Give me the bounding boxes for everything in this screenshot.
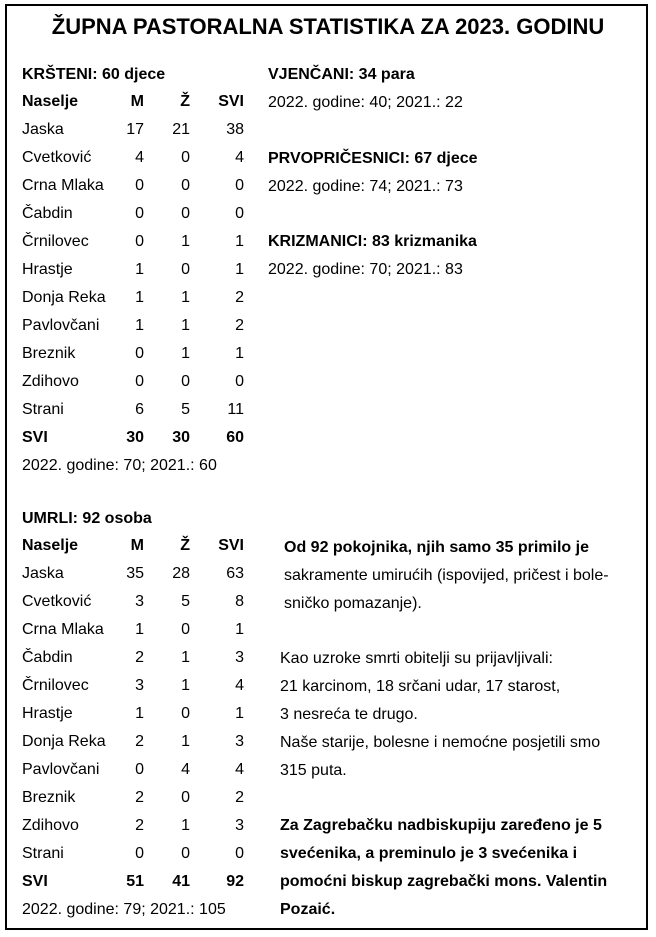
settlement-cell: Crna Mlaka [22, 621, 104, 638]
baptized-previous: 2022. godine: 70; 2021.: 60 [22, 457, 217, 474]
female-cell: 0 [181, 373, 190, 390]
male-cell: 0 [135, 177, 144, 194]
settlement-cell: Pavlovčani [22, 761, 100, 778]
table-header-row [22, 88, 244, 116]
note-clergy-line: Za Zagrebačku nadbiskupiju zaređeno je 5 [280, 817, 602, 834]
table-row [22, 200, 244, 228]
total-cell: 1 [235, 621, 244, 638]
total-cell: 1 [235, 233, 244, 250]
male-cell: 30 [126, 429, 144, 446]
settlement-cell: Zdihovo [22, 817, 79, 834]
total-cell: 60 [226, 429, 244, 446]
table-row [22, 172, 244, 200]
total-cell: 2 [235, 789, 244, 806]
table-row [22, 840, 244, 868]
male-cell: 1 [135, 317, 144, 334]
col-settlement: Naselje [22, 93, 79, 110]
total-cell: 2 [235, 289, 244, 306]
col-male: M [130, 93, 144, 110]
note-causes-line: 315 puta. [280, 762, 347, 779]
settlement-cell: Hrastje [22, 705, 73, 722]
settlement-cell: SVI [22, 873, 48, 890]
marriages-heading: VJENČANI: 34 para [268, 66, 415, 83]
settlement-cell: Donja Reka [22, 733, 106, 750]
female-cell: 21 [172, 121, 190, 138]
settlement-cell: Strani [22, 845, 64, 862]
note-sacraments-line: Od 92 pokojnika, njih samo 35 primilo je [284, 539, 589, 556]
table-row [22, 644, 244, 672]
male-cell: 1 [135, 621, 144, 638]
male-cell: 2 [135, 817, 144, 834]
settlement-cell: Cvetković [22, 593, 92, 610]
male-cell: 2 [135, 649, 144, 666]
settlement-cell: Črnilovec [22, 677, 89, 694]
male-cell: 0 [135, 345, 144, 362]
total-cell: 38 [226, 121, 244, 138]
deceased-previous: 2022. godine: 79; 2021.: 105 [22, 901, 226, 918]
table-row [22, 672, 244, 700]
col-total: SVI [218, 93, 244, 110]
total-cell: 4 [235, 149, 244, 166]
settlement-cell: Breznik [22, 789, 76, 806]
settlement-cell: Donja Reka [22, 289, 106, 306]
table-row [22, 728, 244, 756]
note-clergy-line: pomoćni biskup zagrebački mons. Valentin [280, 873, 608, 890]
male-cell: 3 [135, 677, 144, 694]
table-row [22, 144, 244, 172]
table-row [22, 228, 244, 256]
female-cell: 0 [181, 845, 190, 862]
note-clergy-line: svećenika, a preminulo je 3 svećenika i [280, 845, 578, 862]
male-cell: 2 [135, 789, 144, 806]
settlement-cell: Breznik [22, 345, 76, 362]
male-cell: 51 [126, 873, 144, 890]
col-settlement: Naselje [22, 537, 79, 554]
baptized-table [22, 88, 244, 452]
table-row [22, 312, 244, 340]
male-cell: 0 [135, 373, 144, 390]
total-cell: 3 [235, 817, 244, 834]
settlement-cell: Crna Mlaka [22, 177, 104, 194]
total-cell: 1 [235, 261, 244, 278]
settlement-cell: Čabdin [22, 649, 73, 666]
total-cell: 8 [235, 593, 244, 610]
total-cell: 3 [235, 733, 244, 750]
female-cell: 0 [181, 149, 190, 166]
total-cell: 0 [235, 373, 244, 390]
female-cell: 30 [172, 429, 190, 446]
female-cell: 1 [181, 345, 190, 362]
settlement-cell: Strani [22, 401, 64, 418]
confirmation-heading: KRIZMANICI: 83 krizmanika [268, 233, 477, 250]
table-total-row [22, 424, 244, 452]
note-clergy [280, 812, 607, 924]
page-title: ŽUPNA PASTORALNA STATISTIKA ZA 2023. GODINU [51, 14, 605, 39]
male-cell: 0 [135, 233, 144, 250]
table-header-row [22, 532, 244, 560]
male-cell: 3 [135, 593, 144, 610]
total-cell: 63 [226, 565, 244, 582]
female-cell: 0 [181, 261, 190, 278]
table-total-row [22, 868, 244, 896]
table-row [22, 756, 244, 784]
deceased-heading: UMRLI: 92 osoba [22, 510, 152, 527]
total-cell: 0 [235, 205, 244, 222]
col-female: Ž [180, 537, 190, 554]
total-cell: 0 [235, 177, 244, 194]
settlement-cell: Čabdin [22, 205, 73, 222]
male-cell: 0 [135, 845, 144, 862]
marriages-previous: 2022. godine: 40; 2021.: 22 [268, 94, 463, 111]
male-cell: 35 [126, 565, 144, 582]
male-cell: 1 [135, 289, 144, 306]
male-cell: 6 [135, 401, 144, 418]
female-cell: 1 [181, 317, 190, 334]
female-cell: 0 [181, 177, 190, 194]
female-cell: 5 [181, 593, 190, 610]
male-cell: 0 [135, 205, 144, 222]
settlement-cell: Jaska [22, 121, 64, 138]
female-cell: 0 [181, 789, 190, 806]
deceased-table [22, 532, 244, 896]
col-female: Ž [180, 93, 190, 110]
female-cell: 4 [181, 761, 190, 778]
settlement-cell: SVI [22, 429, 48, 446]
male-cell: 2 [135, 733, 144, 750]
total-cell: 1 [235, 705, 244, 722]
first-communion-previous: 2022. godine: 74; 2021.: 73 [268, 178, 463, 195]
note-sacraments-line: sničko pomazanje). [284, 595, 422, 612]
table-row [22, 812, 244, 840]
first-communion-heading: PRVOPRIČESNICI: 67 djece [268, 150, 478, 167]
female-cell: 1 [181, 817, 190, 834]
note-causes-line: Kao uzroke smrti obitelji su prijavljivali: [280, 650, 553, 667]
female-cell: 1 [181, 733, 190, 750]
female-cell: 1 [181, 649, 190, 666]
table-row [22, 396, 244, 424]
total-cell: 92 [226, 873, 244, 890]
settlement-cell: Črnilovec [22, 233, 89, 250]
male-cell: 17 [126, 121, 144, 138]
col-total: SVI [218, 537, 244, 554]
note-causes-line: 3 nesreća te drugo. [280, 706, 418, 723]
male-cell: 1 [135, 261, 144, 278]
note-causes-line: 21 karcinom, 18 srčani udar, 17 starost, [280, 678, 561, 695]
total-cell: 4 [235, 761, 244, 778]
note-sacraments [284, 534, 609, 618]
table-row [22, 588, 244, 616]
settlement-cell: Hrastje [22, 261, 73, 278]
female-cell: 1 [181, 233, 190, 250]
table-row [22, 256, 244, 284]
male-cell: 4 [135, 149, 144, 166]
note-causes-line: Naše starije, bolesne i nemoćne posjetili smo [280, 734, 601, 751]
total-cell: 3 [235, 649, 244, 666]
female-cell: 0 [181, 205, 190, 222]
female-cell: 41 [172, 873, 190, 890]
settlement-cell: Jaska [22, 565, 64, 582]
female-cell: 0 [181, 621, 190, 638]
female-cell: 1 [181, 289, 190, 306]
female-cell: 1 [181, 677, 190, 694]
total-cell: 11 [227, 401, 244, 418]
note-causes [280, 645, 600, 785]
female-cell: 5 [181, 401, 190, 418]
settlement-cell: Pavlovčani [22, 317, 100, 334]
female-cell: 0 [181, 705, 190, 722]
table-row [22, 616, 244, 644]
table-row [22, 284, 244, 312]
baptized-heading: KRŠTENI: 60 djece [22, 66, 166, 83]
female-cell: 28 [172, 565, 190, 582]
table-row [22, 340, 244, 368]
total-cell: 0 [235, 845, 244, 862]
male-cell: 0 [135, 761, 144, 778]
col-male: M [130, 537, 144, 554]
table-row [22, 700, 244, 728]
male-cell: 1 [135, 705, 144, 722]
table-row [22, 560, 244, 588]
confirmation-previous: 2022. godine: 70; 2021.: 83 [268, 261, 463, 278]
note-clergy-line: Pozaić. [280, 901, 336, 918]
table-row [22, 116, 244, 144]
total-cell: 4 [235, 677, 244, 694]
table-row [22, 368, 244, 396]
total-cell: 2 [235, 317, 244, 334]
note-sacraments-line: sakramente umirućih (ispovijed, pričest i bole- [284, 567, 609, 584]
total-cell: 1 [235, 345, 244, 362]
table-row [22, 784, 244, 812]
settlement-cell: Cvetković [22, 149, 92, 166]
settlement-cell: Zdihovo [22, 373, 79, 390]
